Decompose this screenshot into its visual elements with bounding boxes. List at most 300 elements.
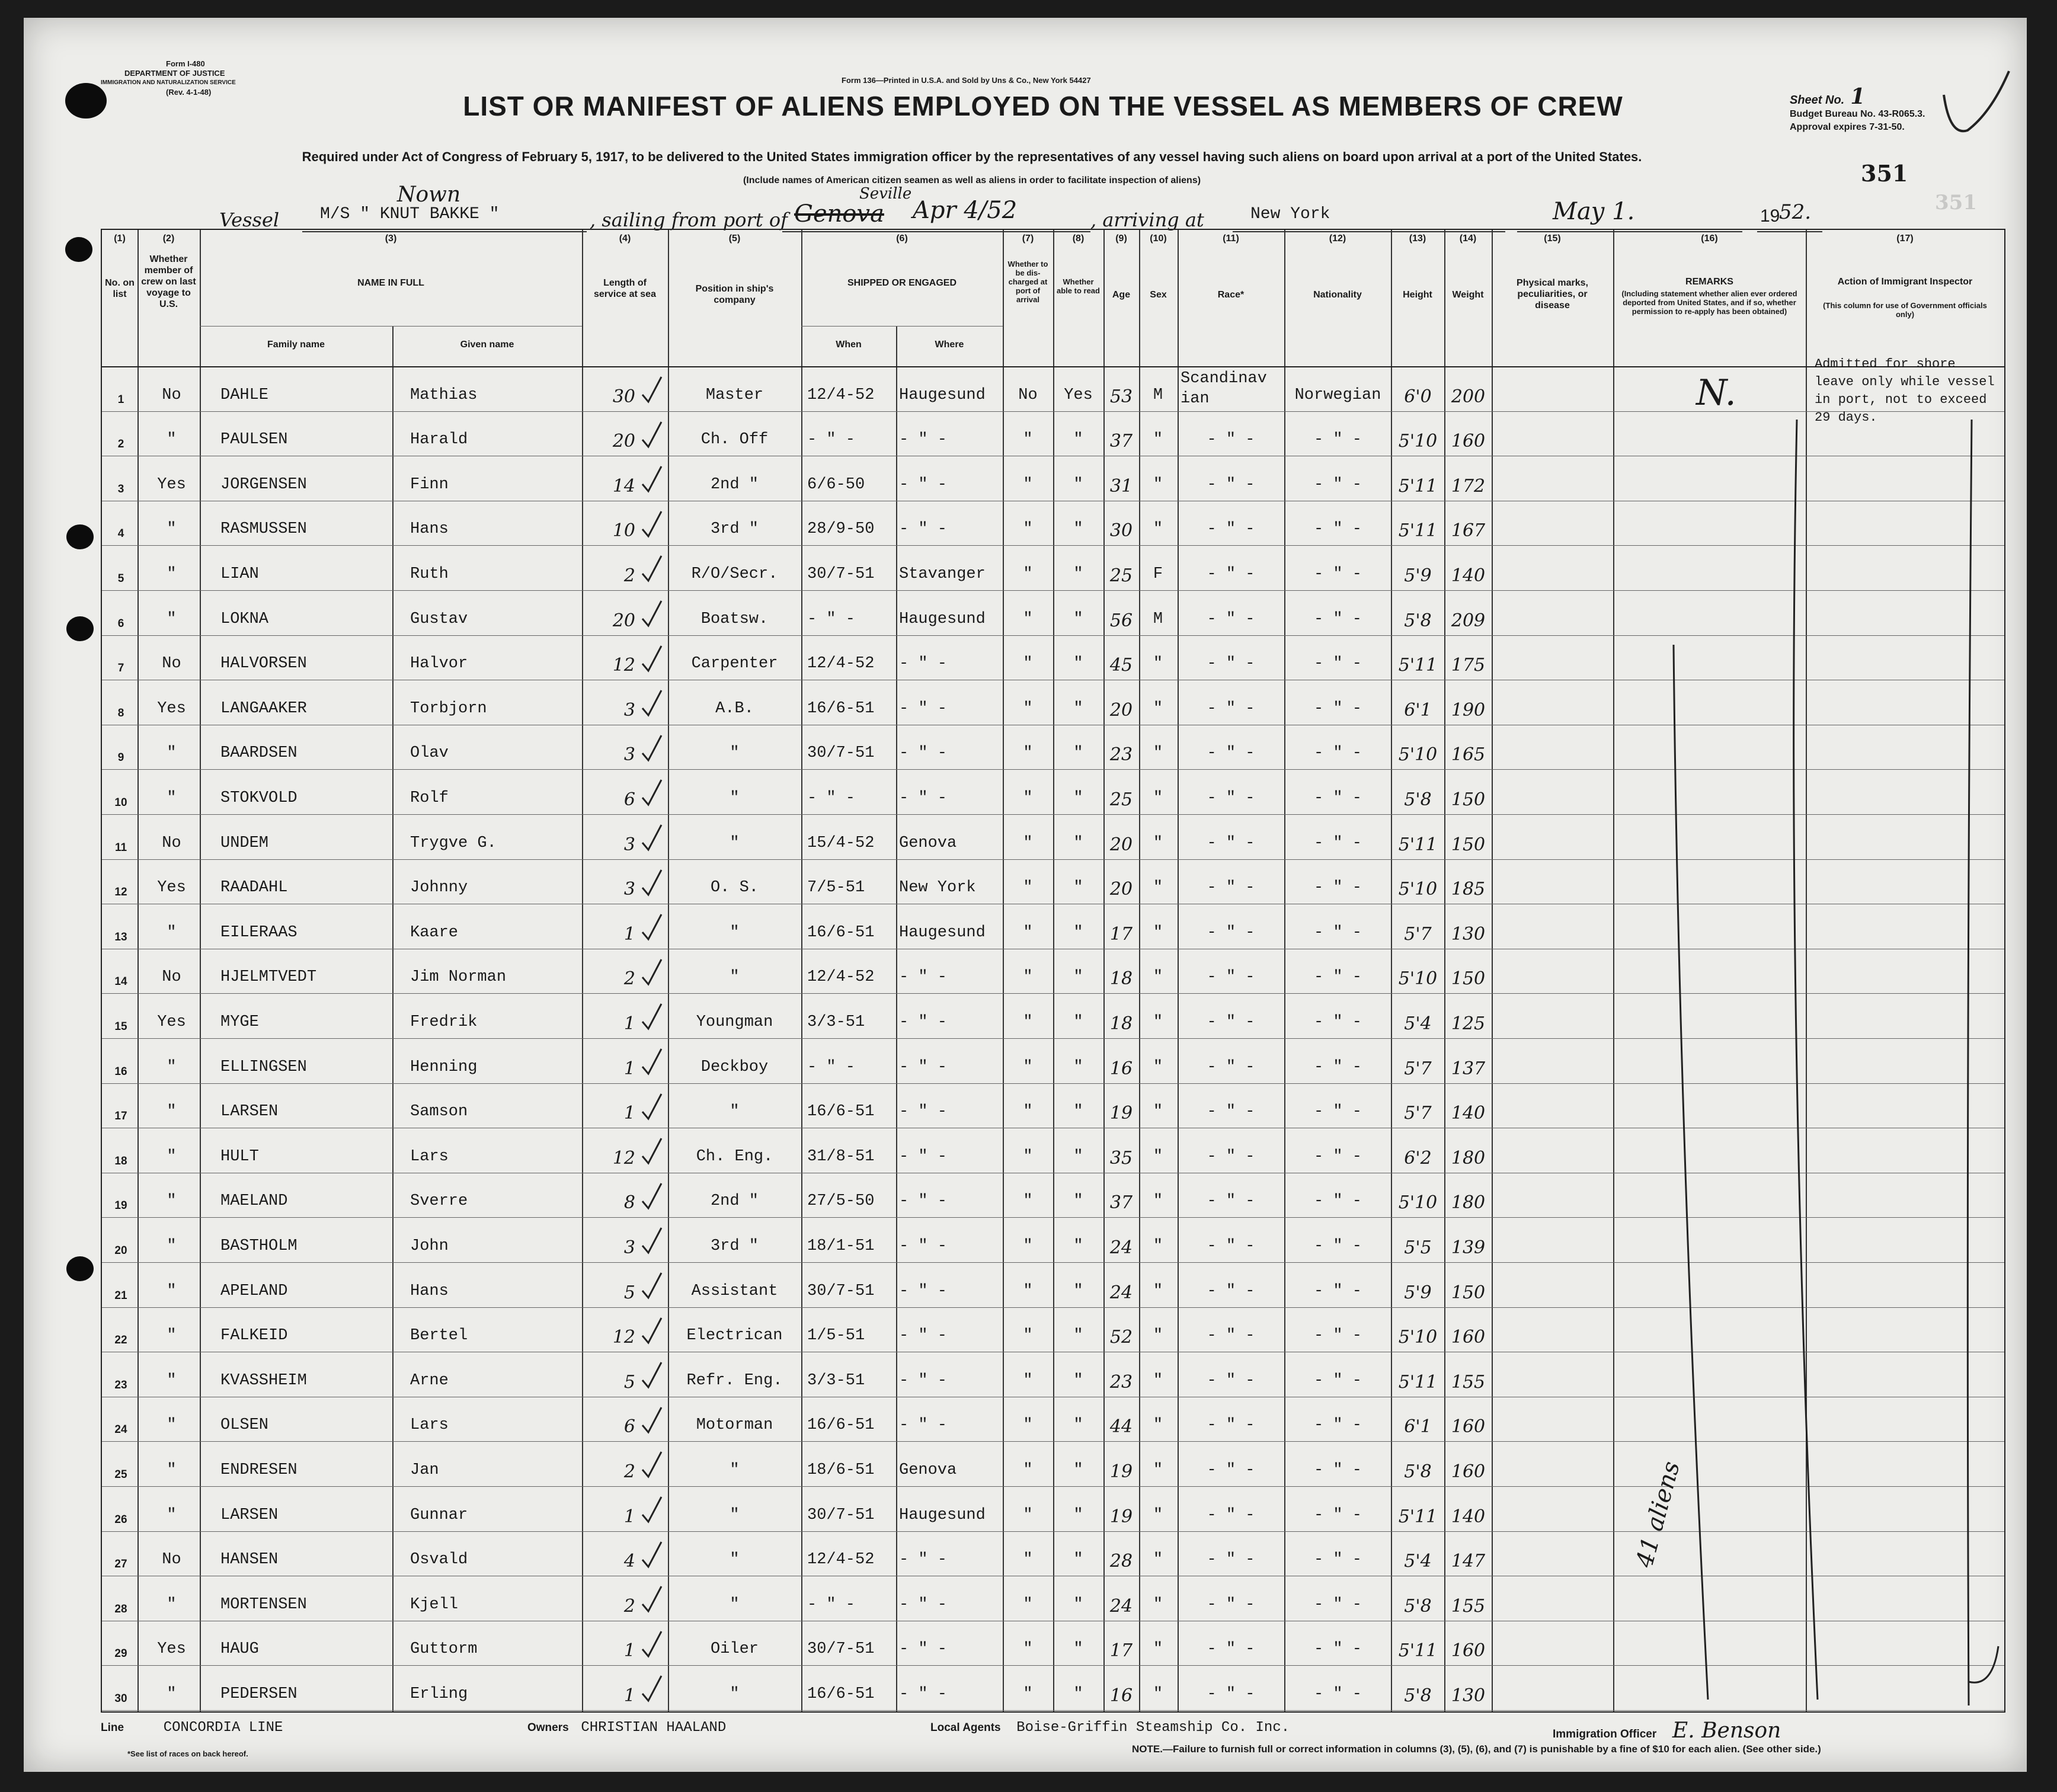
name-subheader-line: [200, 326, 582, 327]
row-number: 5: [117, 572, 124, 585]
race-cell: - " -: [1207, 1506, 1255, 1524]
when-cell: - " -: [807, 1595, 856, 1614]
col-num-14: (14): [1459, 233, 1477, 244]
where-cell: - " -: [899, 1551, 948, 1569]
height-cell: 6'0: [1404, 386, 1432, 407]
given-name-cell: Sverre: [410, 1192, 468, 1211]
when-cell: 30/7-51: [807, 1640, 875, 1659]
discharge-cell: ": [1023, 1237, 1033, 1255]
discharge-cell: ": [1023, 1551, 1033, 1569]
footer-note: NOTE.—Failure to furnish full or correct information in columns (3), (5), (6), and (7) is punishable by a fine of $10 for each alien. (See other side.): [1132, 1743, 1821, 1755]
race-cell: - " -: [1207, 1237, 1255, 1255]
race-cell: - " -: [1207, 1282, 1255, 1300]
printed-by: Form 136—Printed in U.S.A. and Sold by Uns & Co., New York 54427: [842, 76, 1091, 85]
check-mark-icon: [640, 1405, 664, 1435]
where-cell: - " -: [899, 431, 948, 449]
family-name-cell: RASMUSSEN: [220, 520, 307, 539]
age-cell: 19: [1109, 1506, 1133, 1527]
where-cell: - " -: [899, 1103, 948, 1121]
height-cell: 5'10: [1398, 879, 1438, 900]
sex-cell: ": [1153, 1327, 1163, 1345]
given-name-cell: Hans: [410, 520, 449, 539]
column-divider: [392, 326, 394, 1711]
owners-label: Owners: [527, 1721, 569, 1734]
read-cell: ": [1073, 431, 1083, 449]
family-name-cell: MYGE: [220, 1013, 259, 1031]
read-cell: ": [1073, 744, 1083, 763]
service-cell: 5: [623, 1371, 635, 1393]
nationality-cell: - " -: [1313, 834, 1362, 852]
weight-cell: 137: [1451, 1058, 1486, 1079]
race-cell: - " -: [1207, 789, 1255, 807]
sex-cell: ": [1153, 1506, 1163, 1524]
given-name-cell: Fredrik: [410, 1013, 478, 1031]
position-cell: ": [730, 1103, 740, 1121]
given-name-cell: Bertel: [410, 1327, 468, 1345]
nationality-cell: - " -: [1313, 1506, 1362, 1524]
nationality-cell: - " -: [1313, 1416, 1362, 1435]
race-cell: - " -: [1207, 923, 1255, 942]
check-mark-icon: [640, 733, 664, 763]
service-cell: 2: [623, 565, 635, 586]
position-cell: Assistant: [691, 1282, 778, 1300]
age-cell: 37: [1109, 431, 1133, 452]
read-cell: ": [1073, 1237, 1083, 1255]
col-header-where: Where: [935, 340, 964, 350]
when-cell: - " -: [807, 431, 856, 449]
check-mark-icon: [640, 777, 664, 807]
arrival-date: May 1.: [1553, 198, 1635, 225]
weight-cell: 160: [1451, 1416, 1486, 1438]
height-cell: 5'10: [1398, 744, 1438, 766]
read-cell: ": [1073, 610, 1083, 628]
read-cell: ": [1073, 1327, 1083, 1345]
sex-cell: ": [1153, 789, 1163, 807]
discharge-cell: ": [1023, 1416, 1033, 1435]
given-name-cell: Kjell: [410, 1595, 459, 1614]
port-struck: Genova: [794, 200, 884, 228]
row-number: 2: [117, 438, 124, 451]
height-cell: 5'8: [1404, 1461, 1432, 1482]
sex-cell: ": [1153, 1461, 1163, 1479]
col-header-17: Action of Immigrant Inspector: [1837, 277, 1973, 287]
age-cell: 20: [1109, 879, 1133, 900]
col-header-2: Whether member of crew on last voyage to U.S.: [141, 254, 196, 309]
nationality-cell: - " -: [1313, 610, 1362, 628]
sheet-number: 1: [1850, 84, 1866, 109]
last-voyage-cell: ": [167, 1685, 177, 1703]
where-cell: Genova: [899, 834, 957, 852]
row-number: 12: [114, 886, 127, 899]
service-cell: 3: [623, 699, 635, 721]
race-cell: - " -: [1207, 1551, 1255, 1569]
col-num-13: (13): [1409, 233, 1426, 244]
row-number: 22: [114, 1334, 127, 1347]
column-divider: [200, 230, 201, 1711]
service-cell: 12: [612, 655, 635, 676]
weight-cell: 150: [1451, 968, 1486, 990]
position-cell: ": [730, 1506, 740, 1524]
discharge-cell: ": [1023, 1461, 1033, 1479]
age-cell: 16: [1109, 1685, 1133, 1706]
discharge-cell: ": [1023, 565, 1033, 583]
weight-cell: 160: [1451, 431, 1486, 452]
col-header-when: When: [836, 340, 862, 350]
when-cell: 16/6-51: [807, 1103, 875, 1121]
last-voyage-cell: Yes: [157, 879, 186, 897]
last-voyage-cell: No: [162, 655, 181, 673]
page-title: LIST OR MANIFEST OF ALIENS EMPLOYED ON THE VESSEL AS MEMBERS OF CREW: [463, 91, 1623, 121]
position-cell: ": [730, 744, 740, 763]
where-cell: - " -: [899, 1147, 948, 1166]
sex-cell: ": [1153, 1237, 1163, 1255]
position-cell: 3rd ": [710, 1237, 759, 1255]
check-mark-icon: [640, 1629, 664, 1659]
row-number: 24: [114, 1423, 127, 1436]
check-mark-icon: [640, 509, 664, 539]
nationality-cell: - " -: [1313, 1461, 1362, 1479]
given-name-cell: Samson: [410, 1103, 468, 1121]
when-cell: 28/9-50: [807, 520, 875, 539]
footer-officer: [1553, 1719, 1781, 1743]
sex-cell: ": [1153, 1103, 1163, 1121]
service-cell: 3: [623, 834, 635, 855]
race-cell: - " -: [1207, 1103, 1255, 1121]
read-cell: ": [1073, 1640, 1083, 1659]
when-cell: 16/6-51: [807, 699, 875, 718]
family-name-cell: ELLINGSEN: [220, 1058, 307, 1076]
race-cell: - " -: [1207, 968, 1255, 987]
age-cell: 19: [1109, 1461, 1133, 1482]
sex-cell: ": [1153, 699, 1163, 718]
read-cell: ": [1073, 1595, 1083, 1614]
row-number: 17: [114, 1110, 127, 1123]
read-cell: ": [1073, 968, 1083, 987]
footer-owners: [527, 1719, 726, 1736]
race-cell: - " -: [1207, 565, 1255, 583]
position-cell: Boatsw.: [700, 610, 769, 628]
row-number: 30: [114, 1692, 127, 1705]
position-cell: Deckboy: [700, 1058, 769, 1076]
sheet-label: Sheet No.: [1790, 94, 1845, 107]
when-cell: 12/4-52: [807, 968, 875, 987]
service-cell: 12: [612, 1327, 635, 1348]
check-mark-icon: [640, 420, 664, 449]
read-cell: ": [1073, 1013, 1083, 1031]
discharge-cell: ": [1023, 1506, 1033, 1524]
service-cell: 20: [612, 431, 635, 452]
col-num-3: (3): [385, 233, 397, 244]
height-cell: 5'10: [1398, 431, 1438, 452]
column-divider: [1178, 230, 1179, 1711]
weight-cell: 130: [1451, 923, 1486, 945]
read-cell: ": [1073, 520, 1083, 539]
row-number: 6: [117, 617, 124, 630]
given-name-cell: Trygve G.: [410, 834, 497, 852]
officer-label: Immigration Officer: [1553, 1728, 1657, 1740]
vessel-annotation: Nown: [397, 183, 461, 207]
given-name-cell: Henning: [410, 1058, 478, 1076]
position-cell: A.B.: [715, 699, 754, 718]
age-cell: 31: [1109, 475, 1133, 497]
weight-cell: 150: [1451, 1282, 1486, 1303]
discharge-cell: ": [1023, 520, 1033, 539]
height-cell: 6'2: [1404, 1147, 1432, 1169]
last-voyage-cell: ": [167, 923, 177, 942]
sex-cell: ": [1153, 475, 1163, 494]
weight-cell: 209: [1451, 610, 1486, 631]
crew-table: [101, 229, 2005, 1713]
last-voyage-cell: ": [167, 744, 177, 763]
where-cell: - " -: [899, 744, 948, 763]
where-cell: - " -: [899, 475, 948, 494]
sex-cell: ": [1153, 1685, 1163, 1703]
family-name-cell: FALKEID: [220, 1327, 288, 1345]
sex-cell: ": [1153, 1551, 1163, 1569]
position-cell: Ch. Off: [700, 431, 769, 449]
last-voyage-cell: Yes: [157, 475, 186, 494]
weight-cell: 139: [1451, 1237, 1486, 1258]
service-cell: 1: [623, 1103, 635, 1124]
col-num-1: (1): [114, 233, 126, 244]
when-cell: 16/6-51: [807, 923, 875, 942]
nationality-cell: - " -: [1313, 1371, 1362, 1390]
col-num-8: (8): [1072, 233, 1085, 244]
weight-cell: 155: [1451, 1595, 1486, 1617]
requirement-text: Required under Act of Congress of February 5, 1917, to be delivered to the United States immigration officer by the representatives of any vessel having such aliens on board upon arrival at a port of the United States.: [302, 149, 1642, 164]
service-cell: 1: [623, 1685, 635, 1706]
col-header-14: Weight: [1452, 290, 1484, 300]
where-cell: - " -: [899, 968, 948, 987]
column-divider: [582, 230, 583, 1711]
column-divider: [668, 230, 669, 1711]
service-cell: 10: [612, 520, 635, 542]
weight-cell: 175: [1451, 655, 1486, 676]
nationality-cell: - " -: [1313, 1282, 1362, 1300]
check-mark-icon: [640, 1673, 664, 1703]
service-cell: 30: [612, 386, 635, 407]
nationality-cell: - " -: [1313, 1640, 1362, 1659]
last-voyage-cell: ": [167, 1237, 177, 1255]
weight-cell: 165: [1451, 744, 1486, 766]
nationality-cell: - " -: [1313, 1685, 1362, 1703]
height-cell: 5'7: [1404, 1058, 1432, 1079]
race-cell: - " -: [1207, 879, 1255, 897]
weight-cell: 185: [1451, 879, 1486, 900]
races-note: *See list of races on back hereof.: [127, 1749, 248, 1758]
col-header-12: Nationality: [1313, 290, 1362, 300]
when-cell: 30/7-51: [807, 1282, 875, 1300]
row-number: 4: [117, 527, 124, 540]
weight-cell: 160: [1451, 1327, 1486, 1348]
where-cell: - " -: [899, 1237, 948, 1255]
service-cell: 8: [623, 1192, 635, 1214]
race-cell: - " -: [1207, 1147, 1255, 1166]
row-number: 20: [114, 1244, 127, 1257]
weight-cell: 167: [1451, 520, 1486, 542]
check-mark-icon: [640, 823, 664, 852]
read-cell: ": [1073, 789, 1083, 807]
sex-cell: ": [1153, 1371, 1163, 1390]
col-header-7: Whether to be dis-charged at port of arrival: [1007, 260, 1048, 304]
last-voyage-cell: ": [167, 1327, 177, 1345]
race-cell: - " -: [1207, 655, 1255, 673]
weight-cell: 160: [1451, 1640, 1486, 1662]
when-cell: 30/7-51: [807, 744, 875, 763]
row-number: 29: [114, 1647, 127, 1660]
row-number: 11: [114, 841, 127, 854]
given-name-cell: Lars: [410, 1416, 449, 1435]
given-name-cell: John: [410, 1237, 449, 1255]
last-voyage-cell: ": [167, 1192, 177, 1211]
age-cell: 20: [1109, 699, 1133, 721]
race-cell: - " -: [1207, 834, 1255, 852]
read-cell: ": [1073, 1506, 1083, 1524]
nationality-cell: - " -: [1313, 1058, 1362, 1076]
where-cell: Haugesund: [899, 386, 986, 404]
height-cell: 5'8: [1404, 1685, 1432, 1706]
given-name-cell: Hans: [410, 1282, 449, 1300]
age-cell: 23: [1109, 744, 1133, 766]
check-mark-icon: [640, 1047, 664, 1076]
nationality-cell: - " -: [1313, 1551, 1362, 1569]
sex-cell: ": [1153, 520, 1163, 539]
last-voyage-cell: ": [167, 565, 177, 583]
col-num-9: (9): [1115, 233, 1127, 244]
family-name-cell: JORGENSEN: [220, 475, 307, 494]
height-cell: 5'4: [1404, 1551, 1432, 1572]
service-cell: 3: [623, 1237, 635, 1258]
family-name-cell: PEDERSEN: [220, 1685, 297, 1703]
service-cell: 6: [623, 1416, 635, 1438]
given-name-cell: Halvor: [410, 655, 468, 673]
service-cell: 1: [623, 1013, 635, 1034]
family-name-cell: LARSEN: [220, 1103, 279, 1121]
read-cell: ": [1073, 699, 1083, 718]
family-name-cell: LARSEN: [220, 1506, 279, 1524]
last-voyage-cell: No: [162, 968, 181, 987]
discharge-cell: ": [1023, 1371, 1033, 1390]
col-num-2: (2): [162, 233, 175, 244]
budget-bureau: Budget Bureau No. 43-R065.3.: [1790, 109, 1925, 119]
position-cell: ": [730, 789, 740, 807]
discharge-cell: ": [1023, 475, 1033, 494]
remarks-mark: N.: [1696, 372, 1736, 414]
sex-cell: ": [1153, 834, 1163, 852]
position-cell: Refr. Eng.: [686, 1371, 783, 1390]
given-name-cell: Osvald: [410, 1551, 468, 1569]
sex-cell: ": [1153, 1147, 1163, 1166]
height-cell: 5'11: [1398, 655, 1438, 676]
position-cell: O. S.: [710, 879, 759, 897]
where-cell: Genova: [899, 1461, 957, 1479]
checkmark-mark: [1932, 59, 2015, 142]
given-name-cell: Gustav: [410, 610, 468, 628]
include-note: (Include names of American citizen seamen as well as aliens in order to facilitate inspection of aliens): [743, 175, 1201, 185]
given-name-cell: Mathias: [410, 386, 478, 404]
discharge-cell: ": [1023, 789, 1033, 807]
age-cell: 37: [1109, 1192, 1133, 1214]
sex-cell: M: [1153, 610, 1163, 628]
family-name-cell: HAUG: [220, 1640, 259, 1659]
where-cell: - " -: [899, 1192, 948, 1211]
read-cell: ": [1073, 1192, 1083, 1211]
check-mark-icon: [640, 464, 664, 494]
age-cell: 16: [1109, 1058, 1133, 1079]
family-name-cell: BAARDSEN: [220, 744, 297, 763]
row-number: 9: [117, 751, 124, 764]
col-header-15: Physical marks, peculiarities, or disease: [1517, 278, 1588, 311]
col-num-10: (10): [1150, 233, 1167, 244]
nationality-cell: - " -: [1313, 1147, 1362, 1166]
row-number: 23: [114, 1378, 127, 1391]
check-mark-icon: [640, 644, 664, 673]
when-cell: 7/5-51: [807, 879, 865, 897]
family-name-cell: HALVORSEN: [220, 655, 307, 673]
height-cell: 5'8: [1404, 610, 1432, 631]
where-cell: Haugesund: [899, 1506, 986, 1524]
sex-cell: ": [1153, 744, 1163, 763]
sex-cell: ": [1153, 1192, 1163, 1211]
service-cell: 1: [623, 1506, 635, 1527]
when-cell: 3/3-51: [807, 1013, 865, 1031]
given-name-cell: Lars: [410, 1147, 449, 1166]
where-cell: Haugesund: [899, 923, 986, 942]
read-cell: ": [1073, 1103, 1083, 1121]
position-cell: 3rd ": [710, 520, 759, 539]
age-cell: 18: [1109, 1013, 1133, 1034]
nationality-cell: - " -: [1313, 789, 1362, 807]
weight-cell: 180: [1451, 1192, 1486, 1214]
weight-cell: 140: [1451, 1103, 1486, 1124]
family-name-cell: KVASSHEIM: [220, 1371, 307, 1390]
age-cell: 20: [1109, 834, 1133, 855]
service-cell: 6: [623, 789, 635, 810]
when-cell: 16/6-51: [807, 1685, 875, 1703]
race-cell: - " -: [1207, 431, 1255, 449]
read-cell: ": [1073, 879, 1083, 897]
family-name-cell: LIAN: [220, 565, 259, 583]
when-cell: 31/8-51: [807, 1147, 875, 1166]
family-name-cell: STOKVOLD: [220, 789, 297, 807]
weight-cell: 155: [1451, 1371, 1486, 1393]
col-num-5: (5): [728, 233, 741, 244]
read-cell: ": [1073, 1416, 1083, 1435]
discharge-cell: ": [1023, 610, 1033, 628]
age-cell: 25: [1109, 789, 1133, 810]
sex-cell: ": [1153, 1013, 1163, 1031]
last-voyage-cell: ": [167, 520, 177, 539]
arriving-label: , arriving at: [1090, 209, 1204, 231]
given-name-cell: Jan: [410, 1461, 439, 1479]
height-cell: 6'1: [1404, 699, 1432, 721]
nationality-cell: - " -: [1313, 431, 1362, 449]
column-divider: [1391, 230, 1392, 1711]
family-name-cell: EILERAAS: [220, 923, 297, 942]
row-number: 15: [114, 1020, 127, 1033]
discharge-cell: No: [1018, 386, 1038, 404]
weight-cell: 140: [1451, 565, 1486, 586]
age-cell: 19: [1109, 1103, 1133, 1124]
position-cell: Oiler: [710, 1640, 759, 1659]
sailing-date: Apr 4/52: [913, 197, 1018, 224]
col-num-12: (12): [1329, 233, 1346, 244]
last-voyage-cell: No: [162, 834, 181, 852]
nationality-cell: - " -: [1313, 1327, 1362, 1345]
age-cell: 18: [1109, 968, 1133, 990]
line-value: CONCORDIA LINE: [163, 1720, 283, 1736]
check-mark-icon: [640, 957, 664, 987]
